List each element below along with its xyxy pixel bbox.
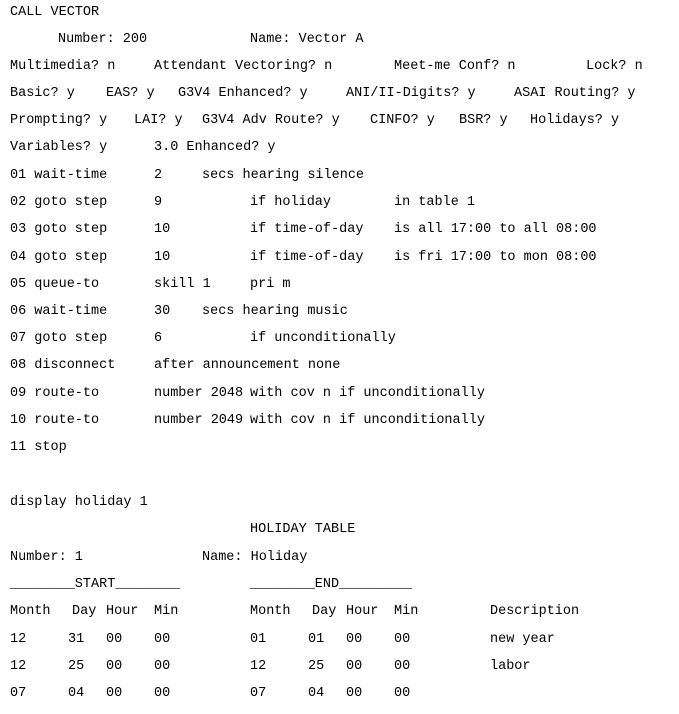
holiday-end-cell: 04: [308, 686, 325, 701]
vector-step-cell: is fri 17:00 to mon 08:00: [394, 250, 597, 265]
holiday-description: labor: [490, 659, 531, 674]
vector-option: Basic? y: [10, 86, 75, 101]
vector-step-cell: 03 goto step: [10, 222, 108, 237]
holiday-start-cell: 00: [154, 632, 171, 647]
vector-step-cell: if time-of-day: [250, 222, 364, 237]
vector-option: LAI? y: [134, 113, 183, 128]
vector-step-cell: skill 1: [154, 277, 211, 292]
vector-step-cell: number 2048: [154, 386, 244, 401]
holiday-start-cell: 25: [68, 659, 85, 674]
holiday-start-cell: 07: [10, 686, 27, 701]
holiday-description: new year: [490, 632, 555, 647]
vector-step-cell: pri m: [250, 277, 291, 292]
holiday-start-cell: 12: [10, 659, 27, 674]
vector-option: Attendant Vectoring? n: [154, 59, 333, 74]
holiday-start-cell: 00: [106, 659, 123, 674]
holiday-end-cell: 00: [394, 659, 411, 674]
holiday-start-cell: 00: [154, 686, 171, 701]
holiday-start-cell: 12: [10, 632, 27, 647]
vector-step-cell: 10: [154, 250, 171, 265]
holiday-end-cell: 00: [346, 632, 363, 647]
start-column-header: Month: [10, 604, 51, 619]
vector-step-cell: 30: [154, 304, 171, 319]
vector-option: 3.0 Enhanced? y: [154, 140, 276, 155]
vector-name: Name: Vector A: [250, 32, 364, 47]
end-header: ________END_________: [250, 577, 413, 592]
vector-option: Meet-me Conf? n: [394, 59, 516, 74]
holiday-end-cell: 25: [308, 659, 325, 674]
vector-step-cell: in table 1: [394, 195, 476, 210]
holiday-number: Number: 1: [10, 550, 83, 565]
vector-option: BSR? y: [459, 113, 508, 128]
vector-step-cell: if unconditionally: [250, 331, 396, 346]
vector-step-cell: is all 17:00 to all 08:00: [394, 222, 597, 237]
vector-option: Lock? n: [586, 59, 643, 74]
vector-option: Prompting? y: [10, 113, 108, 128]
holiday-end-cell: 01: [250, 632, 267, 647]
vector-step-cell: with cov n if unconditionally: [250, 413, 485, 428]
holiday-end-cell: 00: [346, 686, 363, 701]
start-column-header: Day: [72, 604, 97, 619]
vector-step-cell: number 2049: [154, 413, 244, 428]
holiday-start-cell: 00: [106, 686, 123, 701]
vector-step-cell: with cov n if unconditionally: [250, 386, 485, 401]
vector-step-cell: 01 wait-time: [10, 168, 108, 183]
vector-option: G3V4 Enhanced? y: [178, 86, 308, 101]
holiday-name: Name: Holiday: [202, 550, 308, 565]
holiday-command: display holiday 1: [10, 495, 148, 510]
holiday-start-cell: 31: [68, 632, 85, 647]
vector-step-cell: 10: [154, 222, 171, 237]
holiday-end-cell: 12: [250, 659, 267, 674]
vector-option: Variables? y: [10, 140, 108, 155]
vector-step-cell: 02 goto step: [10, 195, 108, 210]
vector-option: EAS? y: [106, 86, 155, 101]
start-header: ________START________: [10, 577, 181, 592]
holiday-end-cell: 00: [394, 686, 411, 701]
end-column-header: Min: [394, 604, 419, 619]
holiday-start-cell: 00: [106, 632, 123, 647]
vector-option: ANI/II-Digits? y: [346, 86, 476, 101]
vector-step-cell: if time-of-day: [250, 250, 364, 265]
vector-option: ASAI Routing? y: [514, 86, 636, 101]
vector-option: Multimedia? n: [10, 59, 116, 74]
holiday-end-cell: 01: [308, 632, 325, 647]
vector-step-cell: secs hearing silence: [202, 168, 365, 183]
vector-step-cell: 9: [154, 195, 163, 210]
vector-step-cell: 08 disconnect: [10, 358, 116, 373]
end-column-header: Month: [250, 604, 291, 619]
vector-number: Number: 200: [58, 32, 148, 47]
vector-header: CALL VECTOR: [10, 5, 100, 20]
start-column-header: Hour: [106, 604, 139, 619]
vector-step-cell: 04 goto step: [10, 250, 108, 265]
holiday-end-cell: 00: [394, 632, 411, 647]
vector-step-cell: 09 route-to: [10, 386, 100, 401]
end-column-header: Day: [312, 604, 337, 619]
holiday-end-cell: 00: [346, 659, 363, 674]
vector-step-cell: 2: [154, 168, 163, 183]
vector-step-cell: 07 goto step: [10, 331, 108, 346]
vector-option: Holidays? y: [530, 113, 620, 128]
vector-option: CINFO? y: [370, 113, 435, 128]
vector-step-cell: 10 route-to: [10, 413, 100, 428]
holiday-title: HOLIDAY TABLE: [250, 522, 356, 537]
vector-step-cell: 06 wait-time: [10, 304, 108, 319]
vector-option: G3V4 Adv Route? y: [202, 113, 340, 128]
holiday-start-cell: 00: [154, 659, 171, 674]
start-column-header: Min: [154, 604, 179, 619]
description-column-header: Description: [490, 604, 580, 619]
vector-step-cell: 6: [154, 331, 163, 346]
end-column-header: Hour: [346, 604, 379, 619]
vector-step-cell: after announcement none: [154, 358, 341, 373]
vector-step-cell: if holiday: [250, 195, 332, 210]
vector-step-cell: secs hearing music: [202, 304, 348, 319]
holiday-start-cell: 04: [68, 686, 85, 701]
vector-step-cell: 11 stop: [10, 440, 67, 455]
vector-step-cell: 05 queue-to: [10, 277, 100, 292]
holiday-end-cell: 07: [250, 686, 267, 701]
